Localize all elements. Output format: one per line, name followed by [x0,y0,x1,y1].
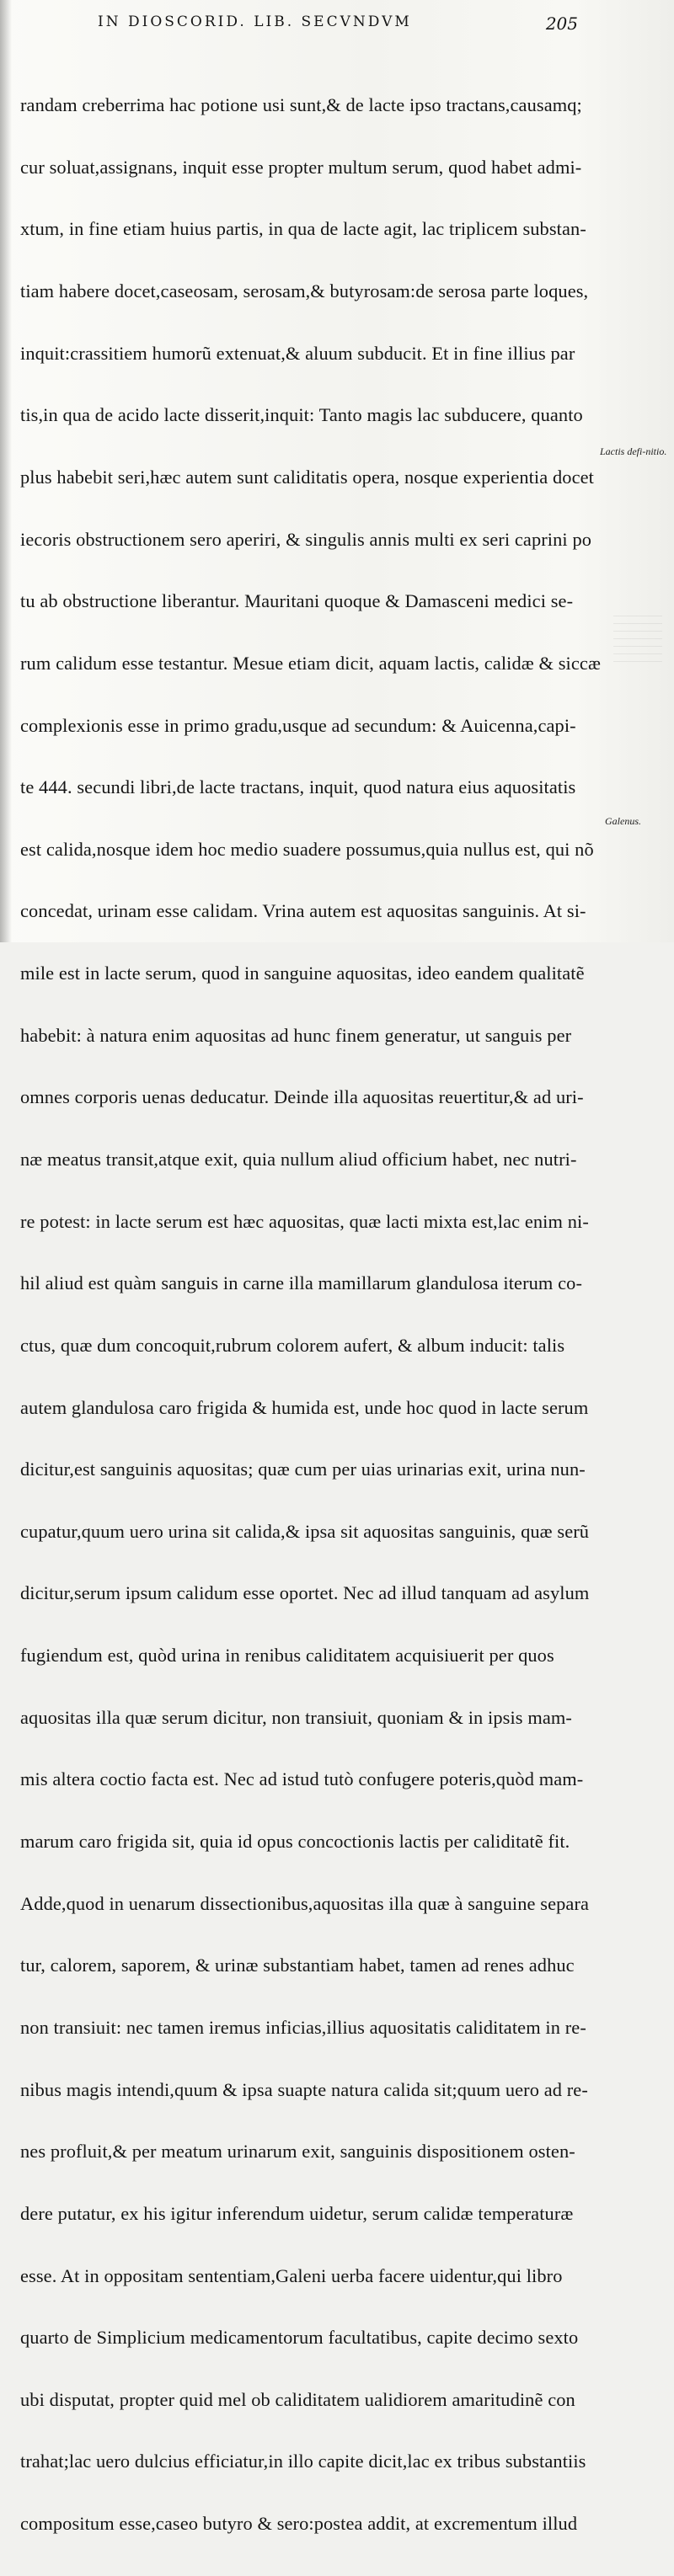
text-line: est calida,nosque idem hoc medio suadere possumus,quia nullus est, qui nõ [20,838,594,860]
text-line: Adde,quod in uenarum dissectionibus,aquositas illa quæ à sanguine separa [20,1892,590,1914]
marginal-note-galenus: Galenus. [605,815,641,827]
text-line: dicitur,est sanguinis aquositas; quæ cum per uias urinarias exit, urina nun- [20,1459,586,1480]
text-line: ubi disputat, propter quid mel ob caliditatem ualidiorem amaritudinẽ con [20,2388,575,2410]
text-line: ctus, quæ dum concoquit,rubrum colorem aufert, & album inducit: talis [20,1334,565,1356]
text-line: omnes corporis uenas deducatur. Deinde illa aquositas reuertitur,& ad uri- [20,1086,584,1108]
text-line: tur, calorem, saporem, & urinæ substantiam habet, tamen ad renes adhuc [20,1955,575,1976]
text-line: mile est in lacte serum, quod in sanguine aquositas, ideo eandem qualitatẽ [20,963,585,984]
text-line: esse. At in oppositam sententiam,Galeni uerba facere uidentur,qui libro [20,2264,563,2286]
text-line: quarto de Simplicium medicamentorum facultatibus, capite decimo sexto [20,2327,579,2349]
text-line: cupatur,quum uero urina sit calida,& ipsa sit aquositas sanguinis, quæ serũ [20,1520,590,1542]
text-line: tis,in qua de acido lacte disserit,inquit: Tanto magis lac subducere, quanto [20,404,583,426]
text-line: te 444. secundi libri,de lacte tractans, inquit, quod natura eius aquositatis [20,776,576,798]
text-line: nibus magis intendi,quum & ipsa suapte natura calida sit;quum uero ad re- [20,2078,588,2100]
show-through-ink [613,615,662,662]
text-line: cur soluat,assignans, inquit esse propter multum serum, quod habet admi- [20,156,582,178]
text-line: non transiuit: nec tamen iremus inficias,illius aquositatis caliditatem in re- [20,2016,586,2038]
text-line: tiam habere docet,caseosam, serosam,& butyrosam:de serosa parte loques, [20,280,589,302]
text-line: plus habebit seri,hæc autem sunt caliditatis opera, nosque experientia docet [20,466,594,488]
text-line: fugiendum est, quòd urina in renibus caliditatem acquisiuerit per quos [20,1645,554,1667]
text-line: marum caro frigida sit, quia id opus concoctionis lactis per caliditatẽ fit. [20,1831,570,1853]
text-line: habebit: à natura enim aquositas ad hunc finem generatur, ut sanguis per [20,1024,572,1046]
text-line: complexionis esse in primo gradu,usque ad secundum: & Auicenna,capi- [20,714,576,736]
text-line: nes profluit,& per meatum urinarum exit, sanguinis dispositionem osten- [20,2141,575,2163]
marginal-note-lactis-definitio: Lactis defi-nitio. [600,445,667,457]
text-line: compositum esse,caseo butyro & sero:postea addit, at excrementum illud [20,2513,578,2535]
text-line: rum calidum esse testantur. Mesue etiam dicit, aquam lactis, calidæ & siccæ [20,652,601,674]
text-line: mis altera coctio facta est. Nec ad istud tutò confugere poteris,quòd mam- [20,1768,584,1790]
text-line: hil aliud est quàm sanguis in carne illa mamillarum glandulosa iterum co- [20,1272,583,1294]
text-line: dere putatur, ex his igitur inferendum uidetur, serum calidæ temperaturæ [20,2202,574,2224]
text-line: concedat, urinam esse calidam. Vrina autem est aquositas sanguinis. At si- [20,900,586,922]
text-line: re potest: in lacte serum est hæc aquositas, quæ lacti mixta est,lac enim ni- [20,1210,589,1232]
text-line: tu ab obstructione liberantur. Mauritani quoque & Damasceni medici se- [20,590,574,612]
text-line: aquositas illa quæ serum dicitur, non transiuit, quoniam & in ipsis mam- [20,1706,572,1728]
text-line: iecoris obstructionem sero aperiri, & singulis annis multi ex seri caprini po [20,528,592,550]
body-text [20,54,602,2576]
text-line: autem glandulosa caro frigida & humida est, unde hoc quod in lacte serum [20,1396,589,1418]
text-line: inquit:crassitiem humorũ extenuat,& aluum subducit. Et in fine illius par [20,342,575,364]
text-line: trahat;lac uero dulcius efficiatur,in illo capite dicit,lac ex tribus substantiis [20,2451,586,2472]
text-line: næ meatus transit,atque exit, quia nullum aliud officium habet, nec nutri- [20,1148,577,1170]
text-line: randam creberrima hac potione usi sunt,& de lacte ipso tractans,causamq; [20,94,582,116]
page-number: 205 [545,13,578,34]
spine-shadow [0,0,12,942]
running-head: IN DIOSCORID. LIB. SECVNDVM [98,13,412,30]
text-line: xtum, in fine etiam huius partis, in qua de lacte agit, lac triplicem substan- [20,218,586,240]
text-line: dicitur,serum ipsum calidum esse oportet. Nec ad illud tanquam ad asylum [20,1582,590,1604]
